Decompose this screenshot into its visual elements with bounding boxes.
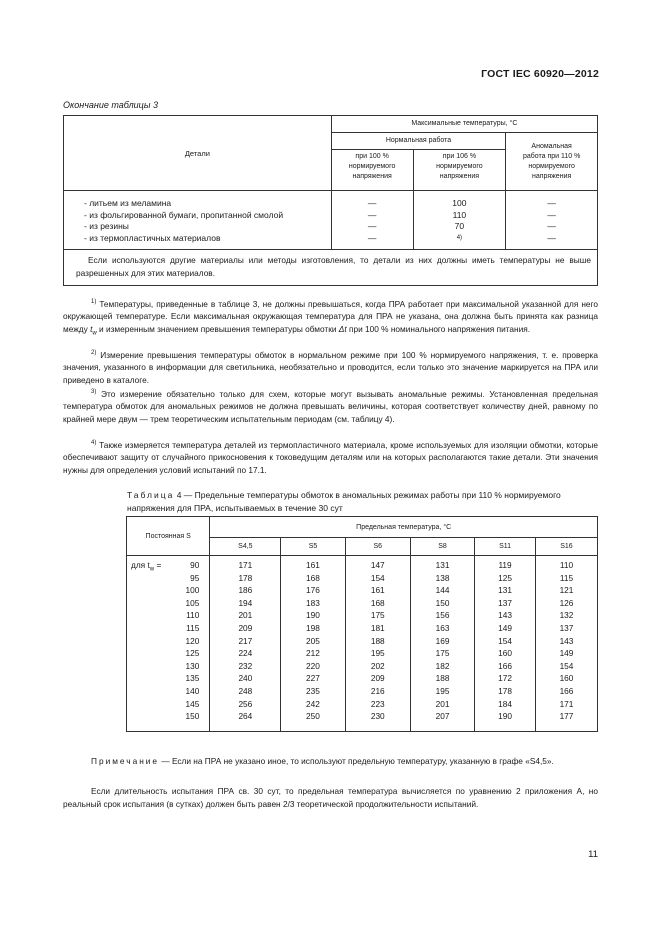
table-cell: 223 <box>370 698 385 709</box>
tw-values <box>127 559 209 723</box>
table-cell: 137 <box>498 597 512 608</box>
table-cell: 201 <box>238 610 253 621</box>
table-cell: 125 <box>498 572 512 583</box>
table-cell: 176 <box>306 585 320 596</box>
table-cell: 150 <box>435 597 450 608</box>
header-parts: Детали <box>64 116 332 191</box>
table-cell: 224 <box>238 648 253 659</box>
footnote-4: $^{4)}$ Также измеряется температура деталей из термопластичного материала, кроме используемых для изоляции обмотки, которые обеспечивают защиту от случайного прикосновения к токоведущим деталям или на которых располагаются такие детали. Эти значения нужны для определения условий испытаний по 17.1. <box>63 439 598 475</box>
table-cell: 154 <box>498 635 512 646</box>
s-header: S11 <box>475 538 536 556</box>
table-cell: 138 <box>435 572 450 583</box>
header-limit-temp: Предельная температура, °С <box>210 517 598 538</box>
table-cell: 126 <box>559 597 574 608</box>
table-cell: 115 <box>559 572 574 583</box>
footnote-2: $^{2)}$ Измерение превышения температуры обмоток в нормальном режиме при 100 % нормируемого напряжения, т. е. проверка значения, указанного в информации для светильника, необязательно и проводится, если только это значение маркируется на ПРА или приведено в каталоге. <box>63 349 598 385</box>
table-cell: 166 <box>498 660 512 671</box>
table-cell: 183 <box>306 597 320 608</box>
table-cell: 131 <box>498 585 512 596</box>
table-cell: 154 <box>559 660 574 671</box>
tw-value: 135 <box>185 673 200 684</box>
table-cell: 161 <box>306 560 320 570</box>
s-header: S6 <box>345 538 410 556</box>
table-cell: 175 <box>435 648 450 659</box>
table-cell: 119 <box>498 560 512 570</box>
table-cell: 220 <box>306 660 320 671</box>
table-cell: 217 <box>238 635 253 646</box>
part-row: - литьем из меламина <box>84 198 172 208</box>
table-cell: 194 <box>238 597 253 608</box>
table-cell: 163 <box>435 622 450 633</box>
table-cell: 110 <box>559 560 574 570</box>
table-cell: 184 <box>498 698 512 709</box>
tw-value: 125 <box>185 648 200 659</box>
table-cell: 175 <box>370 610 385 621</box>
part-row: - из резины <box>84 221 129 232</box>
tw-value: 105 <box>185 597 200 608</box>
table-3 <box>63 115 598 286</box>
table-cell: 201 <box>435 698 450 709</box>
table-cell: 178 <box>238 572 253 583</box>
table-cell: 232 <box>238 660 253 671</box>
table-cell: 188 <box>435 673 450 684</box>
table-cell: 242 <box>306 698 320 709</box>
s45-values <box>210 559 280 723</box>
table-cell: 149 <box>559 648 574 659</box>
tw-value: 95 <box>190 572 200 583</box>
header-max-temp: Максимальные температуры, °С <box>331 116 597 133</box>
table-cell: 190 <box>498 711 512 722</box>
s6-values <box>346 559 410 723</box>
table3-caption: Окончание таблицы 3 <box>63 100 158 110</box>
table-cell: 248 <box>238 685 253 696</box>
tw-value: 100 <box>185 585 200 596</box>
table-cell: 149 <box>498 622 512 633</box>
table-cell: 188 <box>370 635 385 646</box>
table-cell: 154 <box>370 572 385 583</box>
tw-value: 145 <box>185 698 200 709</box>
footnote-1: $^{1)}$ Температуры, приведенные в таблице 3, не должны превышаться, когда ПРА работает при максимальной указанной для него окружающей температуре. Если максимальная окружающая температура для ПРА не указана, она должна быть принята как разница между $t_w$ и измеренным значением превышения температуры обмотки Δt при 100 % номинального напряжения питания. <box>63 298 598 337</box>
table-cell: 121 <box>559 585 574 596</box>
s16-values <box>536 559 597 723</box>
table-cell: 209 <box>238 622 253 633</box>
table-cell: 216 <box>370 685 385 696</box>
tw-value: 150 <box>185 711 200 722</box>
table-cell: 195 <box>435 685 450 696</box>
table-cell: 240 <box>238 673 253 684</box>
table-cell: 178 <box>498 685 512 696</box>
table-cell: 172 <box>498 673 512 684</box>
tw-value: 115 <box>186 622 200 633</box>
table-cell: 160 <box>559 673 574 684</box>
table-cell: 207 <box>435 711 450 722</box>
table-cell: 168 <box>370 597 385 608</box>
table-cell: 182 <box>435 660 450 671</box>
s-header: S16 <box>535 538 597 556</box>
part-row: - из фольгированной бумаги, пропитанной смолой <box>84 209 284 220</box>
table-cell: 256 <box>238 698 253 709</box>
table-cell: 131 <box>435 560 450 570</box>
body-paragraph: Если длительность испытания ПРА св. 30 сут, то предельная температура вычисляется по уравнению 2 приложения А, но реальный срок испытания (в сутках) должен быть равен 2/3 теоретической продолжительности испытаний. <box>63 786 598 809</box>
table-cell: 186 <box>238 585 253 596</box>
table-cell: 264 <box>238 711 253 722</box>
tw-value: 130 <box>185 660 200 671</box>
table-cell: 171 <box>559 698 574 709</box>
table-cell: 190 <box>306 610 320 621</box>
table-cell: 181 <box>370 622 385 633</box>
table-cell: 235 <box>306 685 320 696</box>
s11-values <box>475 559 535 723</box>
table-cell: 230 <box>370 711 385 722</box>
tw-prefix: для $t_w$ = <box>131 560 162 573</box>
footnote-3: $^{3)}$ Это измерение обязательно только для схем, которые могут вызывать аномальные режимы. Установленная предельная температура обмоток для аномальных режимов не должна превышать величины, которая соответствует количеству дней, равному по крайней мере двум — трем теоретическим испытательным периодам (см. таблицу 4). <box>63 388 598 424</box>
table-cell: 212 <box>306 648 320 659</box>
header-abnormal: Аномальная работа при 110 % нормируемого напряжения <box>506 133 598 191</box>
values-100: — — — — <box>331 191 413 250</box>
table-cell: 202 <box>370 660 385 671</box>
values-abnormal: — — — — <box>506 191 598 250</box>
table-cell: 156 <box>435 610 450 621</box>
tw-value: 140 <box>185 685 200 696</box>
header-100: при 100 % нормируемого напряжения <box>331 150 413 191</box>
table-cell: 166 <box>559 685 574 696</box>
tw-value: 120 <box>185 635 200 646</box>
tw-column <box>127 556 210 732</box>
table-cell: 169 <box>435 635 450 646</box>
table3-note: Если используются другие материалы или методы изготовления, то детали из них должны иметь температуры не выше разрешенных для этих материалов. <box>64 250 598 286</box>
tw-value: 110 <box>186 610 200 621</box>
table-cell: 177 <box>559 711 574 722</box>
table-cell: 143 <box>498 610 512 621</box>
header-constant: Постоянная S <box>127 517 210 556</box>
header-106: при 106 % нормируемого напряжения <box>413 150 506 191</box>
table4-note: Примечание — Если на ПРА не указано иное, то используют предельную температуру, указанную в графе «S4,5». <box>91 756 554 766</box>
table-cell: 147 <box>370 560 385 570</box>
table-cell: 137 <box>559 622 574 633</box>
s5-values <box>281 559 344 723</box>
s8-values <box>411 559 474 723</box>
table-cell: 144 <box>435 585 450 596</box>
table-cell: 160 <box>498 648 512 659</box>
table-cell: 227 <box>306 673 320 684</box>
s-header: S5 <box>281 538 345 556</box>
table-cell: 205 <box>306 635 320 646</box>
s-header: S4,5 <box>210 538 281 556</box>
table-cell: 250 <box>306 711 320 722</box>
tw-value: 90 <box>190 560 200 570</box>
values-106: 100 110 70 4) <box>413 191 506 250</box>
page-number: 11 <box>588 849 598 860</box>
table-cell: 132 <box>559 610 574 621</box>
table-cell: 195 <box>370 648 385 659</box>
s-header: S8 <box>410 538 474 556</box>
parts-cell <box>64 191 332 250</box>
table-cell: 161 <box>370 585 385 596</box>
table-cell: 168 <box>306 572 320 583</box>
part-row: - из термопластичных материалов <box>84 232 221 243</box>
table-cell: 198 <box>306 622 320 633</box>
table-cell: 209 <box>370 673 385 684</box>
table-cell: 171 <box>238 560 253 570</box>
table4-caption: Таблица 4 — Предельные температуры обмоток в аномальных режимах работы при 110 % нормируемого напряжения для ПРА, испытываемых в течение 30 сут <box>127 490 561 513</box>
table-cell: 143 <box>559 635 574 646</box>
document-header: ГОСТ IEC 60920—2012 <box>481 68 599 80</box>
header-normal: Нормальная работа <box>331 133 506 150</box>
table-4 <box>126 516 598 732</box>
